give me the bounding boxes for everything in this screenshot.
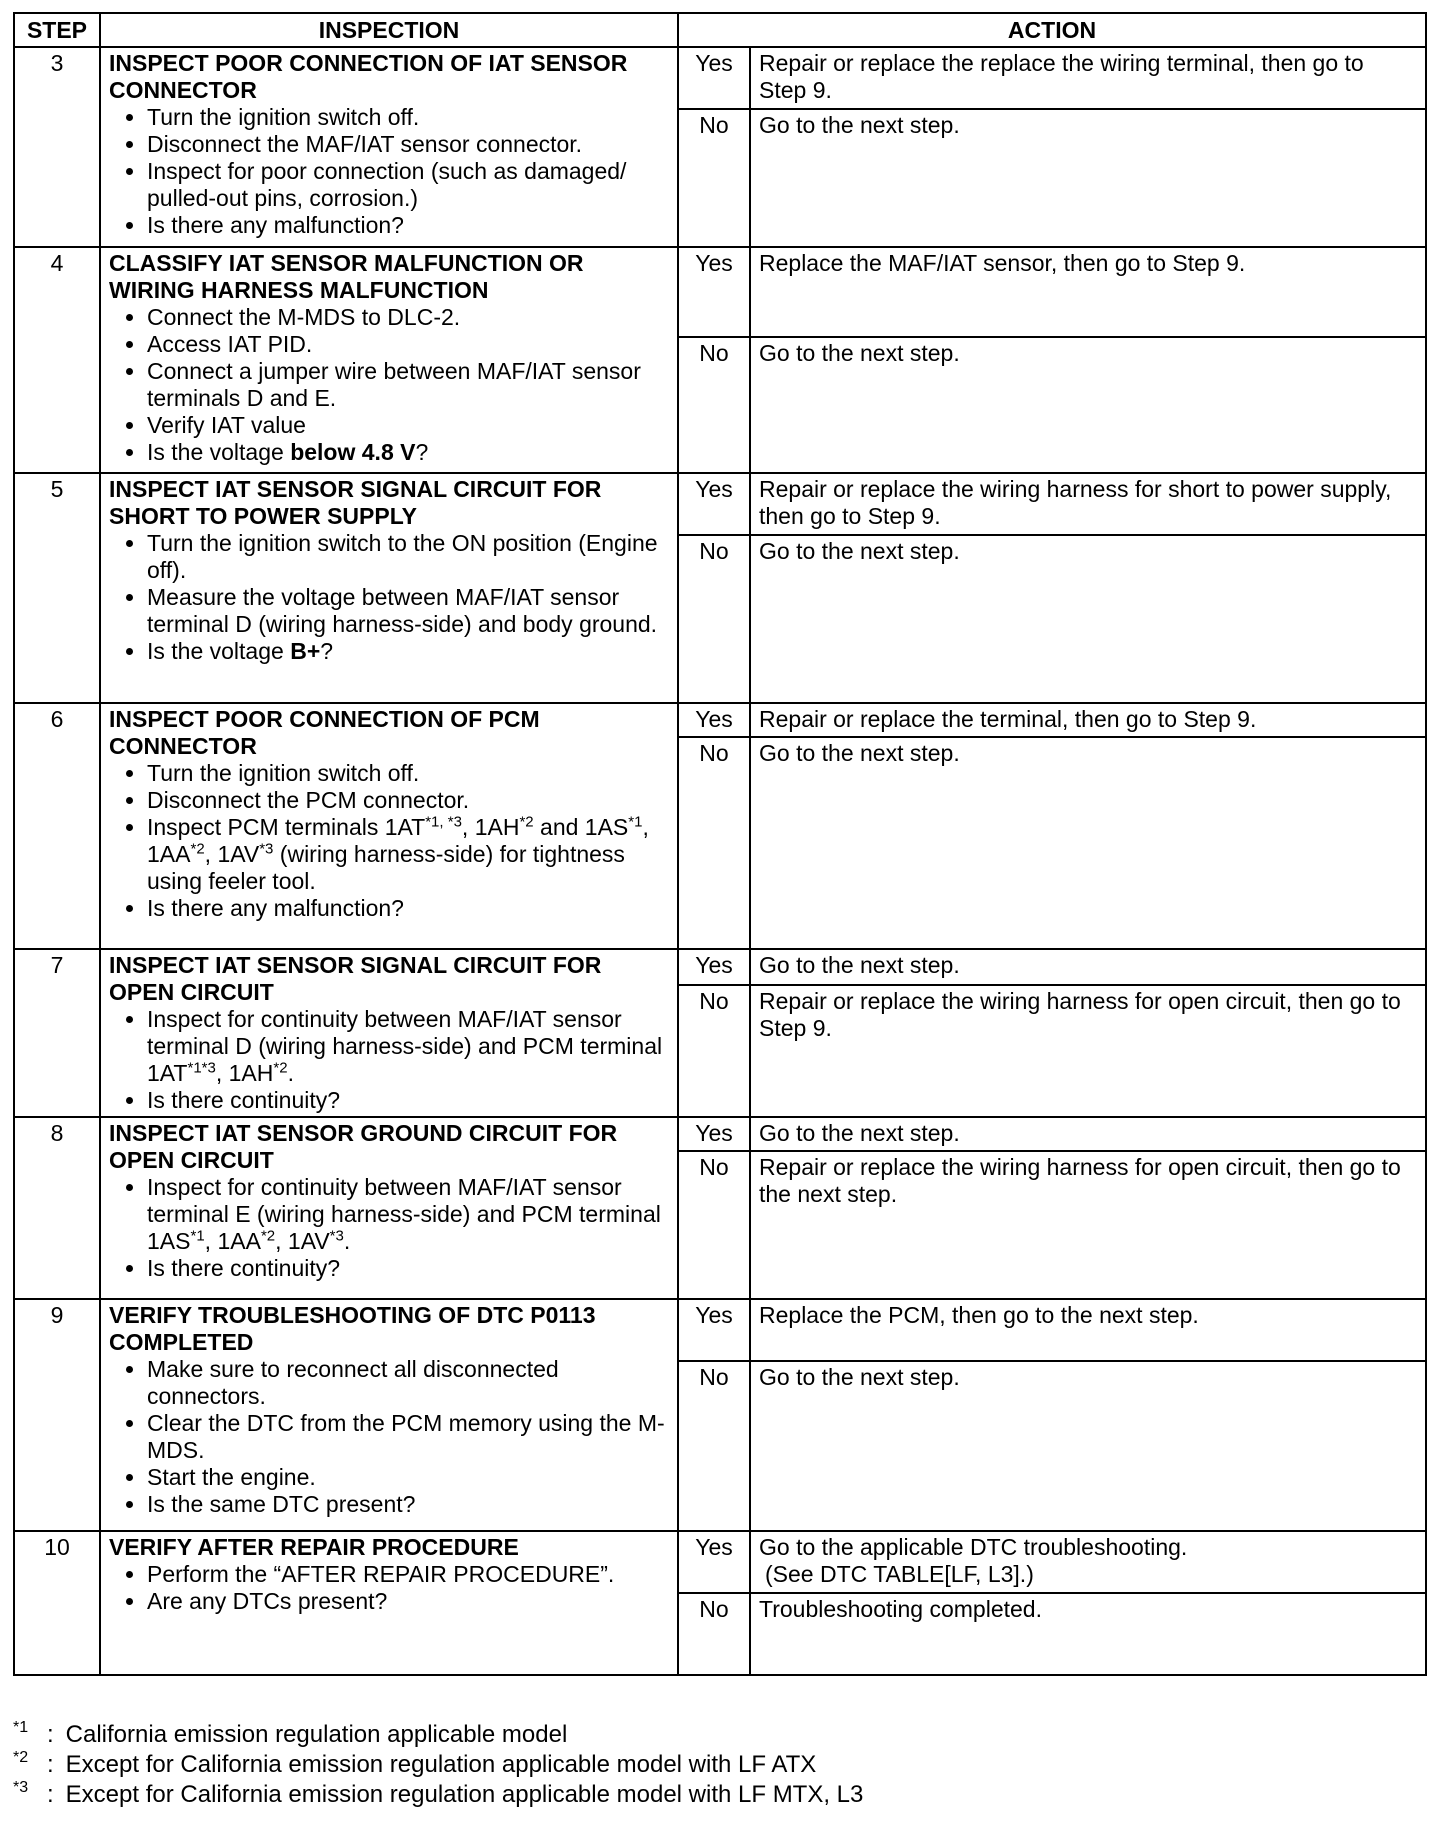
list-item: • Is there continuity?	[147, 1255, 669, 1282]
inspection-title: INSPECT IAT SENSOR GROUND CIRCUIT FOR OPEN CIRCUIT	[109, 1120, 618, 1173]
step-number: 9	[14, 1299, 100, 1531]
item-text: , 1AV	[204, 841, 260, 867]
no-action: Repair or replace the wiring harness for open circuit, then go to Step 9.	[750, 985, 1426, 1117]
inspection-list	[109, 1356, 669, 1518]
item-text: .	[287, 1060, 294, 1086]
footnote-ref: *2	[519, 813, 534, 831]
table-row	[14, 1299, 1426, 1361]
list-item: • Disconnect the PCM connector.	[147, 787, 669, 814]
item-text: , 1AH	[215, 1060, 274, 1086]
yes-label: Yes	[678, 949, 750, 985]
list-item: • Access IAT PID.	[147, 331, 669, 358]
list-item: • Is there any malfunction?	[147, 212, 669, 239]
table-header-row	[14, 13, 1426, 47]
list-item: • Are any DTCs present?	[147, 1588, 669, 1615]
item-text: Inspect PCM terminals 1AT	[147, 814, 426, 840]
list-item	[147, 814, 669, 895]
item-emphasis: below 4.8 V	[290, 439, 416, 465]
list-item	[147, 1174, 669, 1255]
table-row	[14, 703, 1426, 737]
inspection-list	[109, 1006, 669, 1114]
step-number: 4	[14, 247, 100, 473]
yes-label: Yes	[678, 1531, 750, 1593]
footnote	[13, 1750, 863, 1780]
item-text: (wiring harness-side) for tightness using feeler tool.	[147, 841, 625, 894]
inspection-list	[109, 104, 669, 239]
inspection-cell	[100, 473, 678, 703]
list-item: • Connect a jumper wire between MAF/IAT sensor terminals D and E.	[147, 358, 669, 412]
list-item: • Start the engine.	[147, 1464, 669, 1491]
item-text: Inspect for continuity between MAF/IAT sensor terminal D (wiring harness-side) and PCM terminal 1AT	[147, 1006, 663, 1086]
yes-label: Yes	[678, 703, 750, 737]
inspection-cell	[100, 949, 678, 1117]
item-text: , 1AA	[204, 1228, 261, 1254]
item-text: .	[343, 1228, 351, 1254]
yes-action	[750, 1531, 1426, 1593]
item-text: Is the voltage	[147, 638, 291, 664]
header-inspection: INSPECTION	[100, 13, 678, 47]
footnote-ref: *3	[259, 840, 274, 858]
no-label: No	[678, 737, 750, 949]
inspection-title: INSPECT IAT SENSOR SIGNAL CIRCUIT FOR OPEN CIRCUIT	[109, 952, 602, 1005]
yes-label: Yes	[678, 247, 750, 337]
footnote-ref: *2	[260, 1227, 276, 1245]
item-text: ?	[320, 638, 334, 664]
list-item	[147, 1006, 669, 1087]
yes-label: Yes	[678, 473, 750, 535]
footnote-separator: :	[47, 1751, 54, 1778]
footnote-ref: *2	[273, 1059, 288, 1077]
inspection-cell	[100, 47, 678, 247]
inspection-title: INSPECT IAT SENSOR SIGNAL CIRCUIT FOR SHORT TO POWER SUPPLY	[109, 476, 602, 529]
yes-action: Repair or replace the replace the wiring terminal, then go to Step 9.	[750, 47, 1426, 109]
yes-action-line: Go to the applicable DTC troubleshooting.	[759, 1534, 1188, 1560]
footnote-separator: :	[47, 1721, 54, 1748]
footnotes	[13, 1720, 863, 1810]
list-item: • Is the same DTC present?	[147, 1491, 669, 1518]
step-number: 3	[14, 47, 100, 247]
yes-action: Go to the next step.	[750, 1117, 1426, 1151]
list-item: • Perform the “AFTER REPAIR PROCEDURE”.	[147, 1561, 669, 1588]
list-item: • Disconnect the MAF/IAT sensor connector.	[147, 131, 669, 158]
table-row	[14, 949, 1426, 985]
inspection-cell	[100, 1117, 678, 1299]
table-row	[14, 1531, 1426, 1593]
yes-label: Yes	[678, 1117, 750, 1151]
item-emphasis: B+	[290, 638, 321, 664]
step-number: 5	[14, 473, 100, 703]
footnote-text: Except for California emission regulation applicable model with LF MTX, L3	[65, 1781, 864, 1808]
inspection-list	[109, 530, 669, 665]
footnote-separator: :	[47, 1781, 54, 1808]
no-label: No	[678, 985, 750, 1117]
item-text: , 1AH	[461, 814, 520, 840]
list-item: • Make sure to reconnect all disconnected connectors.	[147, 1356, 669, 1410]
yes-action: Go to the next step.	[750, 949, 1426, 985]
list-item: • Inspect for poor connection (such as damaged/ pulled-out pins, corrosion.)	[147, 158, 669, 212]
list-item: • Turn the ignition switch to the ON position (Engine off).	[147, 530, 669, 584]
footnote-mark: *2	[13, 1749, 29, 1766]
no-label: No	[678, 1361, 750, 1531]
header-step: STEP	[14, 13, 100, 47]
footnote-mark: *3	[13, 1779, 29, 1796]
footnote-text: Except for California emission regulation applicable model with LF ATX	[65, 1751, 817, 1778]
footnote	[13, 1780, 863, 1810]
inspection-list	[109, 304, 669, 466]
footnote-ref: *1, *3	[425, 813, 462, 831]
list-item: • Measure the voltage between MAF/IAT sensor terminal D (wiring harness-side) and body ground.	[147, 584, 669, 638]
inspection-list	[109, 760, 669, 922]
inspection-cell	[100, 247, 678, 473]
item-text: Is the voltage	[147, 439, 291, 465]
list-item: • Is there any malfunction?	[147, 895, 669, 922]
inspection-title: CLASSIFY IAT SENSOR MALFUNCTION OR WIRING HARNESS MALFUNCTION	[109, 250, 584, 303]
inspection-cell	[100, 1531, 678, 1675]
inspection-cell	[100, 703, 678, 949]
no-label: No	[678, 535, 750, 703]
table-row	[14, 1117, 1426, 1151]
yes-action: Repair or replace the wiring harness for short to power supply, then go to Step 9.	[750, 473, 1426, 535]
yes-action: Repair or replace the terminal, then go to Step 9.	[750, 703, 1426, 737]
inspection-list	[109, 1561, 669, 1615]
table-row	[14, 473, 1426, 535]
footnote-text: California emission regulation applicable model	[65, 1721, 568, 1748]
footnote-ref: *2	[190, 840, 205, 858]
step-number: 10	[14, 1531, 100, 1675]
footnote-ref: *1*3	[187, 1059, 216, 1077]
no-action: Go to the next step.	[750, 1361, 1426, 1531]
footnote-ref: *1	[190, 1227, 205, 1245]
yes-action: Replace the PCM, then go to the next step.	[750, 1299, 1426, 1361]
list-item: • Turn the ignition switch off.	[147, 104, 669, 131]
footnote	[13, 1720, 863, 1750]
list-item: • Connect the M-MDS to DLC-2.	[147, 304, 669, 331]
inspection-title: INSPECT POOR CONNECTION OF PCM CONNECTOR	[109, 706, 540, 759]
no-action: Go to the next step.	[750, 337, 1426, 473]
no-label: No	[678, 1593, 750, 1675]
no-action: Repair or replace the wiring harness for open circuit, then go to the next step.	[750, 1151, 1426, 1299]
no-action: Troubleshooting completed.	[750, 1593, 1426, 1675]
step-number: 6	[14, 703, 100, 949]
inspection-title: VERIFY TROUBLESHOOTING OF DTC P0113 COMPLETED	[109, 1302, 596, 1355]
inspection-title: INSPECT POOR CONNECTION OF IAT SENSOR CONNECTOR	[109, 50, 628, 103]
no-label: No	[678, 109, 750, 247]
table-row	[14, 247, 1426, 337]
no-action: Go to the next step.	[750, 535, 1426, 703]
yes-action-reference: (See DTC TABLE[LF, L3].)	[765, 1561, 1034, 1587]
item-text: , 1AV	[275, 1228, 330, 1254]
inspection-title: VERIFY AFTER REPAIR PROCEDURE	[109, 1534, 519, 1560]
list-item: • Turn the ignition switch off.	[147, 760, 669, 787]
list-item: • Clear the DTC from the PCM memory using the M-MDS.	[147, 1410, 669, 1464]
troubleshooting-table	[13, 12, 1427, 1676]
list-item	[147, 638, 669, 665]
yes-action: Replace the MAF/IAT sensor, then go to Step 9.	[750, 247, 1426, 337]
item-text: , 1AA	[147, 814, 649, 867]
no-action: Go to the next step.	[750, 737, 1426, 949]
footnote-ref: *1	[628, 813, 643, 831]
step-number: 8	[14, 1117, 100, 1299]
no-label: No	[678, 1151, 750, 1299]
inspection-cell	[100, 1299, 678, 1531]
table-row	[14, 47, 1426, 109]
list-item: • Is there continuity?	[147, 1087, 669, 1114]
yes-label: Yes	[678, 47, 750, 109]
footnote-ref: *3	[329, 1227, 344, 1245]
list-item: • Verify IAT value	[147, 412, 669, 439]
item-text: and 1AS	[533, 814, 629, 840]
inspection-list	[109, 1174, 669, 1282]
item-text: Inspect for continuity between MAF/IAT sensor terminal E (wiring harness-side) and PCM terminal 1AS	[147, 1174, 661, 1254]
no-action: Go to the next step.	[750, 109, 1426, 247]
header-action: ACTION	[678, 13, 1426, 47]
step-number: 7	[14, 949, 100, 1117]
yes-label: Yes	[678, 1299, 750, 1361]
list-item	[147, 439, 669, 466]
no-label: No	[678, 337, 750, 473]
item-text: ?	[415, 439, 429, 465]
footnote-mark: *1	[13, 1719, 29, 1736]
